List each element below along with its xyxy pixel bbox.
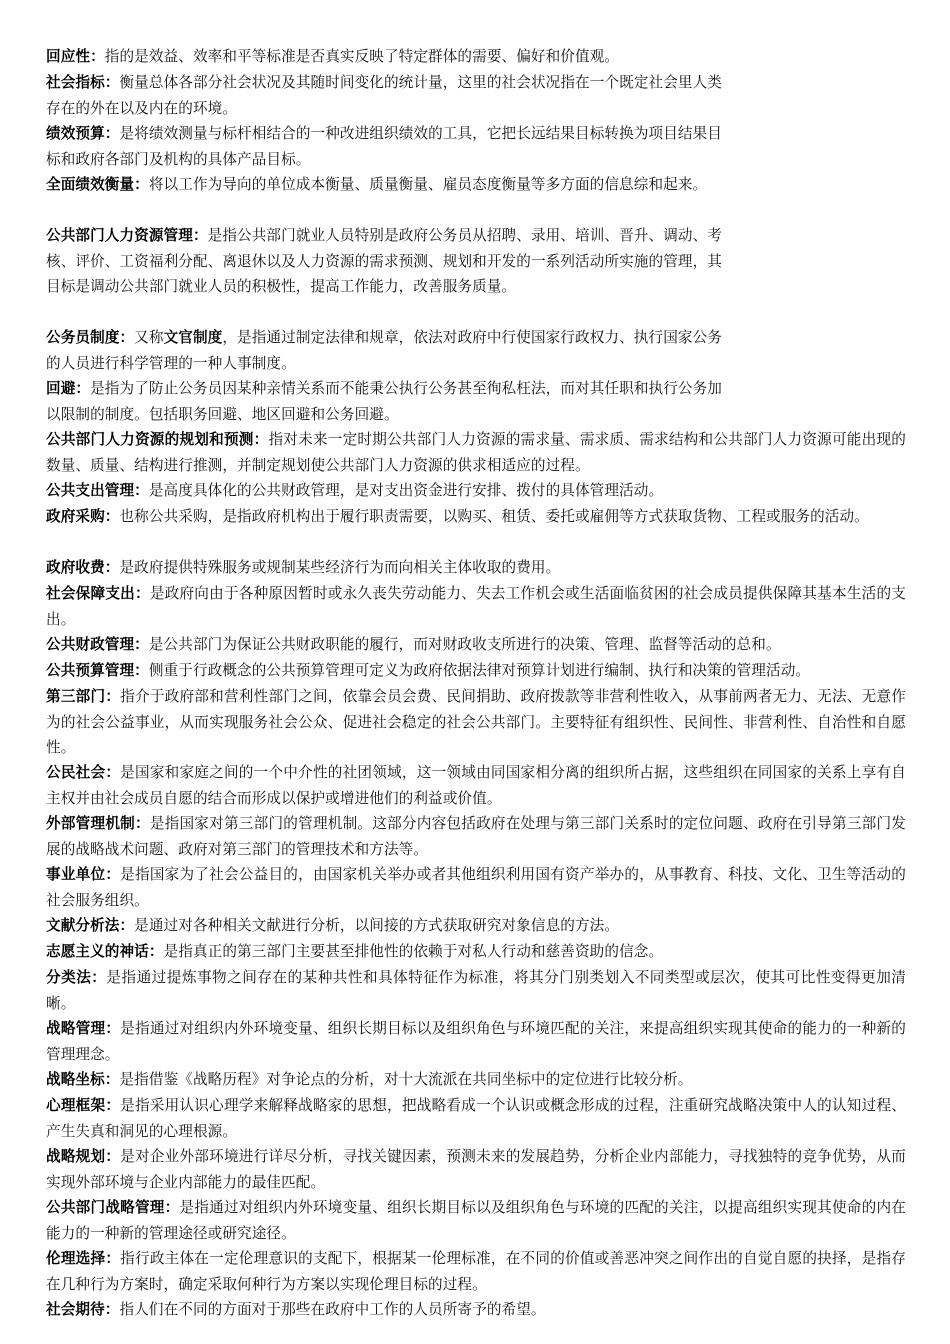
- term: 全面绩效衡量：: [46, 176, 149, 193]
- entry-public-finance: [46, 632, 906, 658]
- entry-third-sector: [46, 684, 906, 761]
- entry-strategic-planning: [46, 1144, 906, 1195]
- entry-volunteerism-myth: [46, 939, 906, 965]
- definition: 指人们在不同的方面对于那些在政府中工作的人员所寄予的希望。: [119, 1301, 546, 1318]
- definition-pre: 又称: [134, 329, 164, 346]
- entry-public-institution: [46, 862, 906, 913]
- definition: 是将绩效测量与标杆相结合的一种改进组织绩效的工具，它把长远结果目标转换为项目结果目标和政府各部门及机构的具体产品目标。: [46, 125, 722, 168]
- entry-performance-budget: [46, 121, 722, 172]
- entry-government-fees: [46, 555, 906, 581]
- entry-ethical-choice: [46, 1246, 906, 1297]
- term: 社会指标：: [46, 74, 120, 91]
- entry-hr-planning: [46, 427, 906, 478]
- definition: 将以工作为导向的单位成本衡量、质量衡量、雇员态度衡量等多方面的信息综和起来。: [148, 176, 708, 193]
- entry-public-budget: [46, 658, 906, 684]
- definition: 指介于政府部和营利性部门之间，依靠会员会费、民间捐助、政府拨款等非营利性收入，从事前两者无力、无法、无意作为的社会公益事业，从而实现服务社会公众、促进社会稳定的社会公共部门。主要特征有组织性、民间性、非营利性、自治性和自愿性。: [46, 688, 906, 756]
- definition: 是对企业外部环境进行详尽分析，寻找关键因素，预测未来的发展趋势，分析企业内部能力，寻找独特的竞争优势，从而实现外部环境与企业内部能力的最佳匹配。: [46, 1148, 906, 1191]
- term: 事业单位：: [46, 866, 121, 883]
- entry-literature-analysis: [46, 913, 906, 939]
- definition: 是通过对各种相关文献进行分析，以间接的方式获取研究对象信息的方法。: [134, 917, 620, 934]
- definition: 也称公共采购，是指政府机构出于履行职责需要，以购买、租赁、委托或雇佣等方式获取货物、工程或服务的活动。: [119, 508, 869, 525]
- term: 公共支出管理：: [46, 482, 149, 499]
- entry-classification: [46, 965, 906, 1016]
- term: 政府收费：: [46, 559, 120, 576]
- definition: 是指国家对第三部门的管理机制。这部分内容包括政府在处理与第三部门关系时的定位问题、政府在引导第三部门发展的战略战术问题、政府对第三部门的管理技术和方法等。: [46, 815, 906, 858]
- term: 公务员制度：: [46, 329, 135, 346]
- term: 社会期待：: [46, 1301, 120, 1318]
- term: 公共预算管理：: [46, 662, 149, 679]
- term: 伦理选择：: [46, 1250, 121, 1267]
- term: 第三部门：: [46, 688, 121, 705]
- definition: 是政府向由于各种原因暂时或永久丧失劳动能力、失去工作机会或生活面临贫困的社会成员提供保障其基本生活的支出。: [46, 585, 906, 628]
- entry-mental-framework: [46, 1093, 906, 1144]
- definition-post: ，是指通过制定法律和规章，依法对政府中行使国家行政权力、执行国家公务的人员进行科学管理的一种人事制度。: [46, 329, 722, 372]
- entry-social-expectation: [46, 1297, 906, 1323]
- entry-social-security: [46, 581, 906, 632]
- entry-social-indicator: [46, 70, 722, 121]
- entry-public-expenditure: [46, 478, 906, 504]
- definition: 是高度具体化的公共财政管理，是对支出资金进行安排、拨付的具体管理活动。: [148, 482, 664, 499]
- term: 志愿主义的神话：: [46, 943, 164, 960]
- definition: 是指采用认识心理学来解释战略家的思想，把战略看成一个认识或概念形成的过程，注重研究战略决策中人的认知过程、产生失真和洞见的心理根源。: [46, 1097, 906, 1140]
- term: 公民社会：: [46, 764, 121, 781]
- definition: 是指公共部门就业人员特别是政府公务员从招聘、录用、培训、晋升、调动、考核、评价、工资福利分配、离退休以及人力资源的需求预测、规划和开发的一系列活动所实施的管理，其目标是调动公共部门就业人员的积极性，提高工作能力，改善服务质量。: [46, 227, 722, 295]
- entry-strategic-coordinates: [46, 1067, 906, 1093]
- entry-responsiveness: [46, 44, 722, 70]
- term: 心理框架：: [46, 1097, 121, 1114]
- entry-strategic-management: [46, 1016, 906, 1067]
- entry-government-procurement: [46, 504, 906, 530]
- definition: 衡量总体各部分社会状况及其随时间变化的统计量，这里的社会状况指在一个既定社会里人类存在的外在以及内在的环境。: [46, 74, 722, 117]
- term: 绩效预算：: [46, 125, 120, 142]
- definition: 是国家和家庭之间的一个中介性的社团领域，这一领域由同国家相分离的组织所占据，这些组织在同国家的关系上享有自主权并由社会成员自愿的结合而形成以保护或增进他们的利益或价值。: [46, 764, 906, 807]
- entry-avoidance: [46, 376, 722, 427]
- entry-civil-servant-system: [46, 325, 722, 376]
- entry-total-performance-measurement: [46, 172, 722, 198]
- term: 战略规划：: [46, 1148, 121, 1165]
- term: 社会保障支出：: [46, 585, 150, 602]
- definition: 指行政主体在一定伦理意识的支配下，根据某一伦理标准，在不同的价值或善恶冲突之间作出的自觉自愿的抉择，是指存在几种行为方案时，确定采取何种行为方案以实现伦理目标的过程。: [46, 1250, 906, 1293]
- definition-bold: 文官制度: [163, 329, 223, 346]
- term: 公共部门战略管理：: [46, 1199, 180, 1216]
- definition: 是指国家为了社会公益目的，由国家机关举办或者其他组织利用国有资产举办的，从事教育、科技、文化、卫生等活动的社会服务组织。: [46, 866, 906, 909]
- term: 战略坐标：: [46, 1071, 120, 1088]
- term: 文献分析法：: [46, 917, 135, 934]
- definition: 指的是效益、效率和平等标准是否真实反映了特定群体的需要、偏好和价值观。: [104, 48, 620, 65]
- entry-public-hrm: [46, 223, 722, 300]
- term: 回避：: [46, 380, 91, 397]
- term: 公共部门人力资源管理：: [46, 227, 208, 244]
- term: 公共财政管理：: [46, 636, 149, 653]
- term: 政府采购：: [46, 508, 120, 525]
- term: 外部管理机制：: [46, 815, 150, 832]
- definition: 是指通过对组织内外环境变量、组织长期目标以及组织角色与环境的匹配的关注，以提高组织实现其使命的内在能力的一种新的管理途径或研究途径。: [46, 1199, 906, 1242]
- term: 公共部门人力资源的规划和预测：: [46, 431, 269, 448]
- entry-external-management: [46, 811, 906, 862]
- definition: 是公共部门为保证公共财政职能的履行，而对财政收支所进行的决策、管理、监督等活动的总和。: [148, 636, 781, 653]
- entry-civil-society: [46, 760, 906, 811]
- definition: 指对未来一定时期公共部门人力资源的需求量、需求质、需求结构和公共部门人力资源可能出现的数量、质量、结构进行推测，并制定规划使公共部门人力资源的供求相适应的过程。: [46, 431, 906, 474]
- definition: 是指为了防止公务员因某种亲情关系而不能秉公执行公务甚至徇私枉法，而对其任职和执行公务加以限制的制度。包括职务回避、地区回避和公务回避。: [46, 380, 722, 423]
- definition: 是指借鉴《战略历程》对争论点的分析，对十大流派在共同坐标中的定位进行比较分析。: [119, 1071, 693, 1088]
- definition: 侧重于行政概念的公共预算管理可定义为政府依据法律对预算计划进行编制、执行和决策的管理活动。: [148, 662, 811, 679]
- term: 战略管理：: [46, 1020, 121, 1037]
- definition: 是政府提供特殊服务或规制某些经济行为而向相关主体收取的费用。: [119, 559, 561, 576]
- definition: 是指真正的第三部门主要甚至排他性的依赖于对私人行动和慈善资助的信念。: [163, 943, 664, 960]
- term: 分类法：: [46, 969, 107, 986]
- entry-public-sector-strategic-management: [46, 1195, 906, 1246]
- definition: 是指通过提炼事物之间存在的某种共性和具体特征作为标准，将其分门别类划入不同类型或层次，使其可比性变得更加清晰。: [46, 969, 906, 1012]
- definition: 是指通过对组织内外环境变量、组织长期目标以及组织角色与环境匹配的关注，来提高组织实现其使命的能力的一种新的管理理念。: [46, 1020, 906, 1063]
- term: 回应性：: [46, 48, 105, 65]
